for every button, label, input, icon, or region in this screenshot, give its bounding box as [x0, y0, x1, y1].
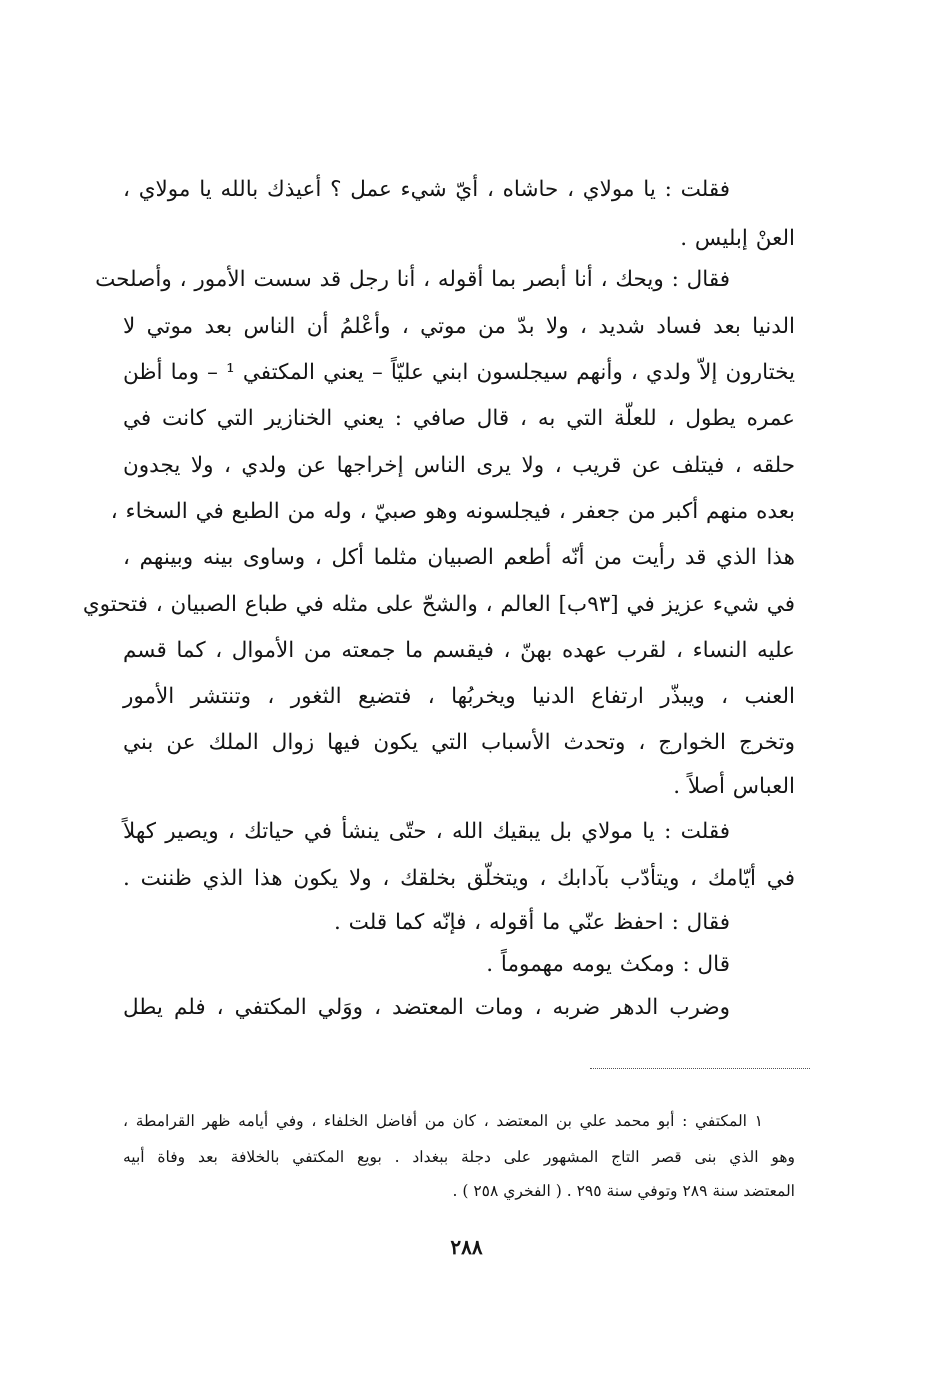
- text-line: بعده منهم أكبر من جعفر ، فيجلسونه وهو صبيّ ، وله من الطبع في السخاء ،: [110, 499, 795, 524]
- text-line: العباس أصلاً .: [673, 774, 795, 799]
- text-line: فقال : احفظ عنّي ما أقوله ، فإنّه كما قلت .: [333, 910, 730, 935]
- text-line: في شيء عزيز في [٩٣ب] العالم ، والشحّ على مثله في طباع الصبيان ، فتحتوي: [82, 592, 795, 617]
- text-line: فقلت : يا مولاي بل يبقيك الله ، حتّى ينشأ في حياتك ، ويصير كهلاً: [123, 819, 730, 844]
- text-line: فقلت : يا مولاي ، حاشاه ، أيّ شيء عمل ؟ أعيذك بالله يا مولاي ،: [123, 177, 730, 202]
- text-line: يختارون إلاّ ولدي ، وأنهم سيجلسون ابني عليّاً – يعني المكتفي ¹ – وما أظن: [123, 360, 796, 385]
- text-line: في أيّامك ، ويتأدّب بآدابك ، ويتخلّق بخلقك ، ولا يكون هذا الذي ظننت .: [123, 866, 795, 891]
- text-line: العنب ، ويبذّر ارتفاع الدنيا ويخربُها ، فتضيع الثغور ، وتنتشر الأمور: [123, 684, 795, 709]
- text-line: الدنيا بعد فساد شديد ، ولا بدّ من موتي ، وأعْلمُ أن الناس بعد موتي لا: [123, 314, 795, 339]
- footnote-line: المعتضد سنة ٢٨٩ وتوفي سنة ٢٩٥ . ( الفخري ٢٥٨ ) .: [452, 1182, 795, 1200]
- text-line: وضرب الدهر ضربه ، ومات المعتضد ، ووَلي المكتفي ، فلم يطل: [123, 995, 730, 1020]
- text-line: حلقه ، فيتلف عن قريب ، ولا يرى الناس إخراجها عن ولدي ، ولا يجدون: [123, 453, 795, 478]
- footnote-line: ١ المكتفي : أبو محمد علي بن المعتضد ، كان من أفاضل الخلفاء ، وفي أيامه ظهر القرامطة ،: [123, 1112, 763, 1130]
- footnote-line: وهو الذي بنى قصر التاج المشهور على دجلة ببغداد . بويع المكتفي بالخلافة بعد وفاة أبيه: [123, 1148, 795, 1166]
- page-number: ٢٨٨: [450, 1235, 483, 1259]
- text-line: هذا الذي قد رأيت من أنّه أطعم الصبيان مثلما أكل ، وساوى بينه وبينهم ،: [123, 545, 795, 570]
- text-line: فقال : ويحك ، أنا أبصر بما أقوله ، أنا رجل قد سست الأمور ، وأصلحت: [95, 267, 730, 292]
- text-line: قال : ومكث يومه مهموماً .: [486, 952, 730, 977]
- text-line: عمره يطول ، للعلّة التي به ، قال صافي : يعني الخنازير التي كانت في: [123, 406, 795, 431]
- text-line: عليه النساء ، لقرب عهده بهنّ ، فيقسم ما جمعته من الأموال ، كما قسم: [123, 638, 795, 663]
- text-line: وتخرج الخوارج ، وتحدث الأسباب التي يكون فيها زوال الملك عن بني: [123, 730, 795, 755]
- text-line: العنْ إبليس .: [680, 226, 795, 251]
- footnote-separator: [590, 1068, 810, 1069]
